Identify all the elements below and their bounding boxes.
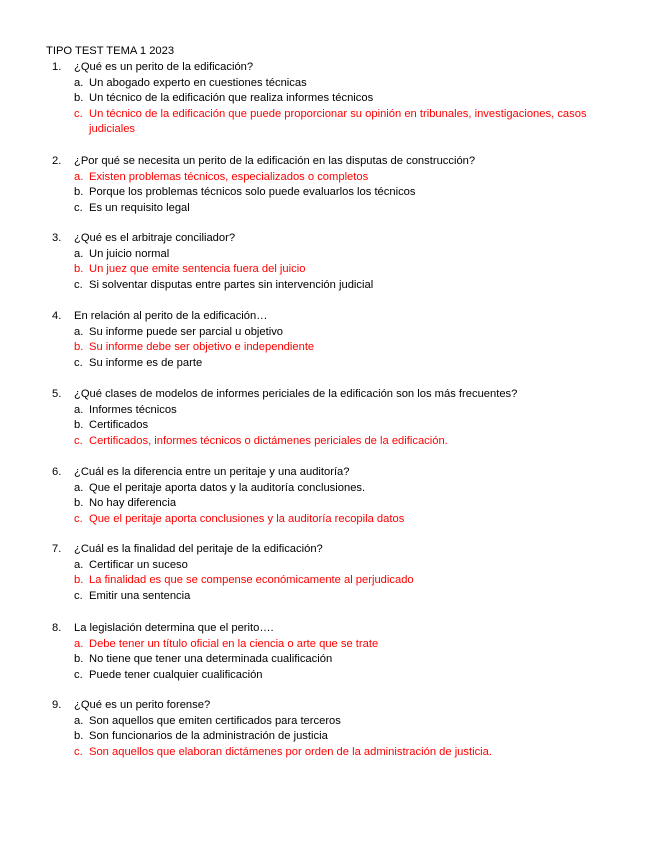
option-text: No tiene que tener una determinada cualificación [89,653,333,666]
option-letter: b. [74,92,84,105]
option-b [74,91,612,107]
question-text: La legislación determina que el perito…. [74,622,274,634]
question-number: 3. [52,232,62,244]
option-b [74,418,612,434]
option-text: La finalidad es que se compense económicamente al perjudicado [89,574,414,587]
option-letter: a. [74,325,84,338]
option-text: Su informe es de parte [89,356,203,369]
option-a [74,403,612,419]
option-letter: a. [74,76,84,89]
option-text: Un técnico de la edificación que puede proporcionar su opinión en tribunales, investigaciones, casos judiciales [89,107,587,136]
option-text: Que el peritaje aporta datos y la auditoría conclusiones. [89,481,366,494]
option-a [74,325,612,341]
question-number: 5. [52,388,62,400]
option-c [74,201,612,217]
option-text: Certificar un suceso [89,558,188,571]
option-b-correct [74,340,612,356]
question-1 [52,60,612,138]
option-c [74,278,612,294]
option-letter: a. [74,170,84,183]
question-9 [52,698,612,760]
option-text: Existen problemas técnicos, especializados o completos [89,170,369,183]
question-text: ¿Qué clases de modelos de informes periciales de la edificación son los más frecuentes? [74,388,518,400]
question-number: 7. [52,543,62,555]
option-a-correct [74,170,612,186]
option-a [74,558,612,574]
option-text: Un juicio normal [89,247,170,260]
option-letter: c. [74,589,83,602]
option-letter: a. [74,558,84,571]
option-letter: a. [74,637,84,650]
option-letter: c. [74,745,83,758]
option-text: Un técnico de la edificación que realiza informes técnicos [89,92,374,105]
option-letter: a. [74,714,84,727]
option-letter: c. [74,434,83,447]
option-letter: c. [74,278,83,291]
document-title: TIPO TEST TEMA 1 2023 [46,45,175,57]
question-text: En relación al perito de la edificación… [74,310,268,322]
option-c-correct [74,107,612,138]
question-7 [52,542,612,604]
option-text: No hay diferencia [89,497,177,510]
question-text: ¿Cuál es la finalidad del peritaje de la edificación? [74,543,323,555]
option-letter: c. [74,668,83,681]
question-text: ¿Qué es un perito forense? [74,699,211,711]
option-a [74,714,612,730]
question-5 [52,387,612,449]
option-letter: b. [74,419,84,432]
option-letter: b. [74,263,84,276]
option-text: Emitir una sentencia [89,589,191,602]
option-letter: b. [74,730,84,743]
option-text: Son aquellos que emiten certificados para terceros [89,714,341,727]
question-text: ¿Qué es el arbitraje conciliador? [74,232,236,244]
option-a [74,481,612,497]
option-c [74,668,612,684]
option-b-correct [74,573,612,589]
option-letter: b. [74,653,84,666]
question-text: ¿Por qué se necesita un perito de la edificación en las disputas de construcción? [74,155,476,167]
option-letter: c. [74,356,83,369]
option-text: Si solventar disputas entre partes sin intervención judicial [89,278,374,291]
option-letter: a. [74,481,84,494]
question-number: 9. [52,699,62,711]
option-letter: b. [74,341,84,354]
question-number: 4. [52,310,62,322]
question-number: 2. [52,155,62,167]
option-letter: b. [74,574,84,587]
question-number: 8. [52,622,62,634]
question-text: ¿Cuál es la diferencia entre un peritaje y una auditoría? [74,466,350,478]
question-number: 6. [52,466,62,478]
option-a [74,76,612,92]
option-text: Su informe debe ser objetivo e independiente [89,341,315,354]
option-letter: c. [74,201,83,214]
option-text: Debe tener un título oficial en la ciencia o arte que se trate [89,637,379,650]
question-4 [52,309,612,371]
option-letter: b. [74,186,84,199]
option-b-correct [74,262,612,278]
option-letter: b. [74,497,84,510]
option-letter: a. [74,403,84,416]
option-c-correct [74,745,612,761]
question-8 [52,621,612,683]
option-text: Certificados [89,419,149,432]
option-text: Un juez que emite sentencia fuera del juicio [89,263,306,276]
option-text: Puede tener cualquier cualificación [89,668,263,681]
option-text: Son aquellos que elaboran dictámenes por orden de la administración de justicia. [89,745,493,758]
option-c-correct [74,512,612,528]
option-c [74,356,612,372]
option-text: Un abogado experto en cuestiones técnicas [89,76,307,89]
option-c-correct [74,434,612,450]
option-text: Son funcionarios de la administración de justicia [89,730,328,743]
option-c [74,589,612,605]
question-3 [52,231,612,293]
option-b [74,496,612,512]
option-text: Es un requisito legal [89,201,190,214]
option-text: Porque los problemas técnicos solo puede evaluarlos los técnicos [89,186,416,199]
option-b [74,729,612,745]
option-letter: c. [74,107,83,120]
option-text: Informes técnicos [89,403,177,416]
question-6 [52,465,612,527]
option-text: Que el peritaje aporta conclusiones y la auditoría recopila datos [89,512,405,525]
option-letter: a. [74,247,84,260]
option-b [74,185,612,201]
option-text: Su informe puede ser parcial u objetivo [89,325,284,338]
option-text: Certificados, informes técnicos o dictámenes periciales de la edificación. [89,434,448,447]
option-a [74,247,612,263]
question-number: 1. [52,61,62,73]
question-text: ¿Qué es un perito de la edificación? [74,61,254,73]
option-letter: c. [74,512,83,525]
option-a-correct [74,637,612,653]
option-b [74,652,612,668]
question-2 [52,154,612,216]
